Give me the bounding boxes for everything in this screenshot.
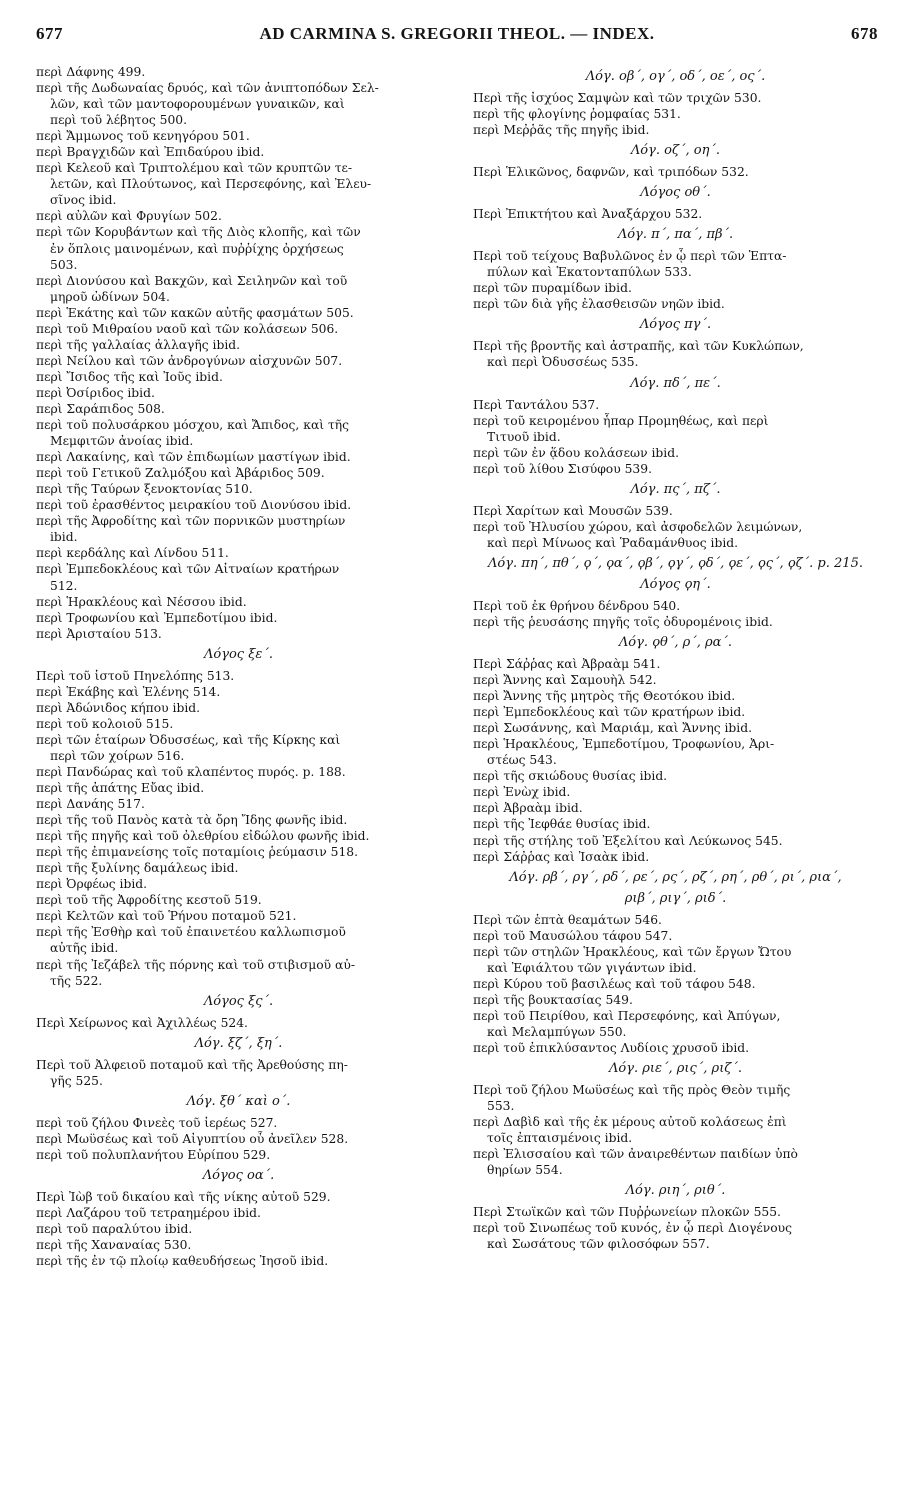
index-entry: περὶ Ἀβραὰμ ibid. [473,801,583,816]
index-entry: περὶ τῆς Χαναναίας 530. [36,1238,192,1253]
index-entry: περὶ Λαζάρου τοῦ τετραημέρου ibid. [36,1205,261,1220]
index-entry: περὶ Ἐλισσαίου καὶ τῶν ἀναιρεθέντων παιδίων ὑπὸ [473,1147,798,1162]
index-entry: Περὶ Χείρωνος καὶ Ἀχιλλέως 524. [36,1015,248,1030]
section-heading: Λόγος οα΄. [202,1167,275,1183]
index-entry: περὶ Ἐμπεδοκλέους καὶ τῶν κρατήρων ibid. [473,705,746,720]
index-entry: περὶ Πανδώρας καὶ τοῦ κλαπέντος πυρός. p. 188. [36,764,346,779]
section-heading: Λόγ. ξζ΄, ξη΄. [194,1035,283,1051]
index-entry: περὶ τοῦ κολοιοῦ 515. [36,716,174,731]
index-entry: περὶ Ἐνὼχ ibid. [473,785,571,800]
index-entry: περὶ Δάφνης 499. [36,65,146,79]
section-heading: Λόγ. οζ΄, οη΄. [630,143,721,159]
index-entry: περὶ τοῦ Ἠλυσίου χώρου, καὶ ἀσφοδελῶν λειμώνων, [473,519,803,534]
index-entry: περὶ Ἄννης τῆς μητρὸς τῆς Θεοτόκου ibid. [473,689,736,704]
index-entry-continuation: Τιτυοῦ ibid. [487,429,561,444]
section-heading: ριβ΄, ριγ΄, ριδ΄. [624,890,727,906]
index-entry: Περὶ τῆς βροντῆς καὶ ἀστραπῆς, καὶ τῶν Κυκλώπων, [473,339,804,354]
index-entry: περὶ τῆς Ἰεζάβελ τῆς πόρνης καὶ τοῦ στιβισμοῦ αὐ- [36,957,355,972]
index-entry: περὶ Ἡρακλέους καὶ Νέσσου ibid. [36,594,247,609]
index-entry-continuation: θηρίων 554. [487,1163,563,1178]
index-entry: περὶ τῆς φλογίνης ῥομφαίας 531. [473,107,681,122]
index-entry: περὶ Κελτῶν καὶ τοῦ Ῥήνου ποταμοῦ 521. [36,909,297,924]
index-entry: περὶ τοῦ κειρομένου ἧπαρ Προμηθέως, καὶ περὶ [473,413,769,428]
index-entry: περὶ τοῦ πολυσάρκου μόσχου, καὶ Ἄπιδος, καὶ τῆς [36,418,350,433]
index-entry: περὶ τοῦ λίθου Σισύφου 539. [473,461,652,476]
index-entry: Περὶ Ἰὼβ τοῦ δικαίου καὶ τῆς νίκης αὐτοῦ 529. [36,1189,331,1204]
index-entry: περὶ τῆς τοῦ Πανὸς κατὰ τὰ ὄρη Ἴδης φωνῆς ibid. [36,813,348,828]
index-entry: περὶ Τροφωνίου καὶ Ἐμπεδοτίμου ibid. [36,610,278,625]
index-entry: περὶ τῆς γαλλαίας ἀλλαγῆς ibid. [36,337,241,352]
index-entry: περὶ Ἄμμωνος τοῦ κενηγόρου 501. [36,129,250,144]
index-entry: περὶ τοῦ τῆς Ἀφροδίτης κεστοῦ 519. [36,893,262,908]
running-header [36,24,878,58]
index-entry: περὶ Δαβὶδ καὶ τῆς ἐκ μέρους αὐτοῦ κολάσεως ἐπὶ [473,1115,787,1130]
index-entry: περὶ τοῦ παραλύτου ibid. [36,1222,193,1236]
left-page-number: 677 [36,24,63,43]
index-entry: περὶ Ἀδώνιδος κήπου ibid. [36,700,201,715]
index-entry: Περὶ τοῦ τείχους Βαβυλῶνος ἐν ᾧ περὶ τῶν Ἑπτα- [473,249,787,264]
index-entry: περὶ τῆς Ἰεφθάε θυσίας ibid. [473,817,651,832]
index-entry: περὶ Ἡρακλέους, Ἐμπεδοτίμου, Τροφωνίου, Ἀρι- [473,737,775,752]
index-entry: περὶ τοῦ ἐπικλύσαντος Λυδίοις χρυσοῦ ibid. [473,1040,750,1055]
index-entry-continuation: τῆς 522. [50,973,103,988]
index-entry: περὶ Μωϋσέως καὶ τοῦ Αἰγυπτίου οὗ ἀνεῖλεν 528. [36,1131,349,1146]
index-entry: περὶ τῶν Κορυβάντων καὶ τῆς Διὸς κλοπῆς, καὶ τῶν [36,225,361,240]
index-entry: περὶ τῆς ῥευσάσης πηγῆς τοῖς ὀδυρομένοις ibid. [473,614,773,629]
index-entry: Περὶ τῆς ἰσχύος Σαμψὼν καὶ τῶν τριχῶν 530. [473,91,762,105]
index-entry: περὶ τῶν διὰ γῆς ἐλασθεισῶν νηῶν ibid. [473,297,725,312]
index-entry-continuation: καὶ Ἐφιάλτου τῶν γιγάντων ibid. [487,960,697,975]
index-entry-continuation: καὶ Μελαμπύγων 550. [487,1024,627,1039]
index-entry: περὶ Κύρου τοῦ βασιλέως καὶ τοῦ τάφου 548. [473,976,756,991]
index-entry: περὶ Ἑκάβης καὶ Ἑλένης 514. [36,684,221,699]
index-entry: Περὶ Στωϊκῶν καὶ τῶν Πυῤῥωνείων πλοκῶν 555. [473,1205,781,1220]
section-heading: Λόγος ξε΄. [204,646,273,662]
index-entry: περὶ Κελεοῦ καὶ Τριπτολέμου καὶ τῶν κρυπτῶν τε- [36,161,353,176]
index-entry: περὶ τῆς βουκτασίας 549. [473,992,633,1007]
index-entry: περὶ τοῦ Σινωπέως τοῦ κυνός, ἐν ᾧ περὶ Διογένους [473,1221,793,1236]
index-entry: Περὶ τοῦ ἱστοῦ Πηνελόπης 513. [36,668,235,683]
section-heading: Λόγ. ξθ΄ καὶ ο΄. [186,1093,291,1109]
index-entry: περὶ τοῦ ἐρασθέντος μειρακίου τοῦ Διονύσου ibid. [36,498,352,513]
index-entry-continuation: 503. [50,257,78,272]
index-entry-continuation: αὐτῆς ibid. [50,941,119,956]
index-entry: περὶ τῆς στήλης τοῦ Ἐξελίτου καὶ Λεύκωνος 545. [473,833,783,848]
section-heading: Λόγ. ϙθ΄, ρ΄, ρα΄. [618,634,733,650]
section-heading: Λόγ. π΄, πα΄, πβ΄. [617,227,734,243]
index-entry: περὶ τῶν ἑταίρων Ὀδυσσέως, καὶ τῆς Κίρκης καὶ [36,732,341,747]
index-entry-continuation: λῶν, καὶ τῶν μαντοφορουμένων γυναικῶν, καὶ [50,97,345,112]
right-column [473,64,878,1269]
index-entry-continuation: καὶ Σωσάτους τῶν φιλοσόφων 557. [487,1237,710,1252]
index-entry: περὶ Διονύσου καὶ Βακχῶν, καὶ Σειληνῶν καὶ τοῦ [36,273,348,288]
index-entry: περὶ τῶν ἐν ᾅδου κολάσεων ibid. [473,445,679,460]
section-heading: Λόγ. πδ΄, πε΄. [630,375,721,391]
index-entry: Περὶ Ἑλικῶνος, δαφνῶν, καὶ τριπόδων 532. [473,165,749,180]
index-entry: περὶ Σωσάννης, καὶ Μαριάμ, καὶ Ἄννης ibid. [473,721,753,736]
index-entry: Περὶ Ἐπικτήτου καὶ Ἀναξάρχου 532. [473,207,703,222]
section-heading: Λόγ. οβ΄, ογ΄, οδ΄, οε΄, ος΄. [585,69,766,84]
index-entry: περὶ Μεῤῥᾶς τῆς πηγῆς ibid. [473,123,650,138]
index-entry: περὶ τοῦ Γετικοῦ Ζαλμόξου καὶ Ἀβάριδος 509. [36,466,325,481]
index-entry-continuation: Μεμφιτῶν ἀνοίας ibid. [50,434,194,449]
index-entry: περὶ τῆς πηγῆς καὶ τοῦ ὀλεθρίου εἰδώλου φωνῆς ibid. [36,829,370,844]
section-heading: Λόγ. πη΄, πθ΄, ϙ΄, ϙα΄, ϙβ΄, ϙγ΄, ϙδ΄, ϙε΄, ϙς΄, ϙζ΄. p. 215. [488,555,863,571]
index-entry: Περὶ Ταντάλου 537. [473,397,600,412]
index-entry: Περὶ τῶν ἑπτὰ θεαμάτων 546. [473,912,662,927]
index-entry-continuation: σῖνος ibid. [50,193,117,208]
index-entry: περὶ τῆς ἀπάτης Εὔας ibid. [36,781,205,796]
index-entry: περὶ τῆς Δωδωναίας δρυός, καὶ τῶν ἀνιπτοπόδων Σελ- [36,81,379,96]
index-entry: περὶ τῆς Ταύρων ξενοκτονίας 510. [36,482,253,497]
index-entry: Περὶ Σάῤῥας καὶ Ἀβραὰμ 541. [473,656,661,671]
section-heading: Λόγ. ριη΄, ριθ΄. [625,1183,726,1199]
index-entry: περὶ τῶν πυραμίδων ibid. [473,281,632,296]
index-entry: περὶ τῆς ἐπιμανείσης τοῖς ποταμίοις ῥεύμασιν 518. [36,845,359,860]
index-entry: περὶ τῶν στηλῶν Ἡρακλέους, καὶ τῶν ἔργων Ὤτου [473,944,792,959]
section-heading: Λόγος πγ΄. [639,317,712,333]
index-entry: περὶ τῆς Ἐσθὴρ καὶ τοῦ ἐπαινετέου καλλωπισμοῦ [36,925,346,940]
section-heading: Λόγος ϙη΄. [640,576,711,592]
index-entry: περὶ Σαράπιδος 508. [36,401,165,416]
index-entry: περὶ Ἄννης καὶ Σαμουὴλ 542. [473,673,657,688]
index-entry: περὶ τῆς ξυλίνης δαμάλεως ibid. [36,861,239,876]
index-entry: περὶ Ἐμπεδοκλέους καὶ τῶν Αἰτναίων κρατήρων [36,562,340,577]
section-heading: Λόγ. πς΄, πζ΄. [630,481,721,497]
index-entry: περὶ Νείλου καὶ τῶν ἀνδρογύνων αἰσχυνῶν 507. [36,353,343,368]
index-entry: περὶ Λακαίνης, καὶ τῶν ἐπιδωμίων μαστίγων ibid. [36,450,351,465]
index-entry: περὶ τοῦ πολυπλανήτου Εὐρίπου 529. [36,1147,271,1162]
section-heading: Λόγος οθ΄. [640,185,711,201]
index-entry-continuation: περὶ τῶν χοίρων 516. [50,748,185,763]
index-columns [36,64,878,1269]
section-heading: Λόγ. ρβ΄, ργ΄, ρδ΄, ρε΄, ρς΄, ρζ΄, ρη΄, ρθ΄, ρι΄, ρια΄, [509,869,842,885]
right-page-number: 678 [850,24,878,43]
index-entry-continuation: λετῶν, καὶ Πλούτωνος, καὶ Περσεφόνης, καὶ Ἐλευ- [50,177,372,192]
index-entry: Περὶ τοῦ ζήλου Μωϋσέως καὶ τῆς πρὸς Θεὸν τιμῆς [473,1083,791,1098]
index-entry: περὶ τοῦ Μαυσώλου τάφου 547. [473,928,673,943]
index-entry: περὶ αὐλῶν καὶ Φρυγίων 502. [36,209,222,224]
index-entry-continuation: καὶ περὶ Μίνωος καὶ Ῥαδαμάνθυος ibid. [487,535,739,550]
index-entry: περὶ Ἴσιδος τῆς καὶ Ἰοῦς ibid. [36,369,223,384]
section-heading: Λόγος ξς΄. [203,993,274,1009]
index-entry: περὶ τοῦ Μιθραίου ναοῦ καὶ τῶν κολάσεων 506. [36,321,339,336]
index-entry-continuation: ἐν ὅπλοις μαινομένων, καὶ πυῤῥίχης ὀρχήσεως [50,241,344,256]
index-entry: περὶ τῆς Ἀφροδίτης καὶ τῶν πορνικῶν μυστηρίων [36,514,346,529]
index-entry: περὶ Βραγχιδῶν καὶ Ἐπιδαύρου ibid. [36,145,265,160]
index-entry: περὶ Ἑκάτης καὶ τῶν κακῶν αὐτῆς φασμάτων 505. [36,305,354,320]
index-entry-continuation: στέως 543. [487,753,557,768]
index-entry-continuation: περὶ τοῦ λέβητος 500. [50,113,188,128]
index-entry: περὶ τῆς ἐν τῷ πλοίῳ καθευδήσεως Ἰησοῦ ibid. [36,1254,329,1269]
index-entry: περὶ Ὀρφέως ibid. [36,877,148,892]
index-entry: περὶ τοῦ ζήλου Φινεὲς τοῦ ἱερέως 527. [36,1115,278,1130]
index-entry-continuation: γῆς 525. [50,1073,103,1088]
index-entry: Περὶ τοῦ ἐκ θρήνου δένδρου 540. [473,598,681,613]
running-title: AD CARMINA S. GREGORII THEOL. — INDEX. [259,24,655,43]
index-entry-continuation: μηροῦ ὠδίνων 504. [50,289,170,304]
index-entry: περὶ Σάῤῥας καὶ Ἰσαὰκ ibid. [473,849,650,864]
left-column [36,64,441,1269]
index-entry-continuation: καὶ περὶ Ὀδυσσέως 535. [487,355,639,370]
index-entry: Περὶ τοῦ Ἀλφειοῦ ποταμοῦ καὶ τῆς Ἀρεθούσης πη- [36,1057,348,1072]
index-entry-continuation: πύλων καὶ Ἑκατονταπύλων 533. [487,265,692,280]
index-entry: περὶ Ὀσίριδος ibid. [36,385,155,400]
index-entry-continuation: τοῖς ἐπταισμένοις ibid. [487,1131,633,1146]
index-entry: περὶ κερδάλης καὶ Λίνδου 511. [36,546,229,561]
index-entry-continuation: 553. [487,1099,515,1114]
index-entry: περὶ τοῦ Πειρίθου, καὶ Περσεφόνης, καὶ Ἀπύγων, [473,1008,781,1023]
index-entry-continuation: 512. [50,578,78,593]
index-entry: περὶ τῆς σκιώδους θυσίας ibid. [473,769,668,784]
index-entry-continuation: ibid. [50,530,78,545]
index-entry: Περὶ Χαρίτων καὶ Μουσῶν 539. [473,503,673,518]
index-entry: περὶ Δανάης 517. [36,797,145,812]
index-entry: περὶ Ἀρισταίου 513. [36,626,162,641]
section-heading: Λόγ. ριε΄, ρις΄, ριζ΄. [609,1061,742,1077]
